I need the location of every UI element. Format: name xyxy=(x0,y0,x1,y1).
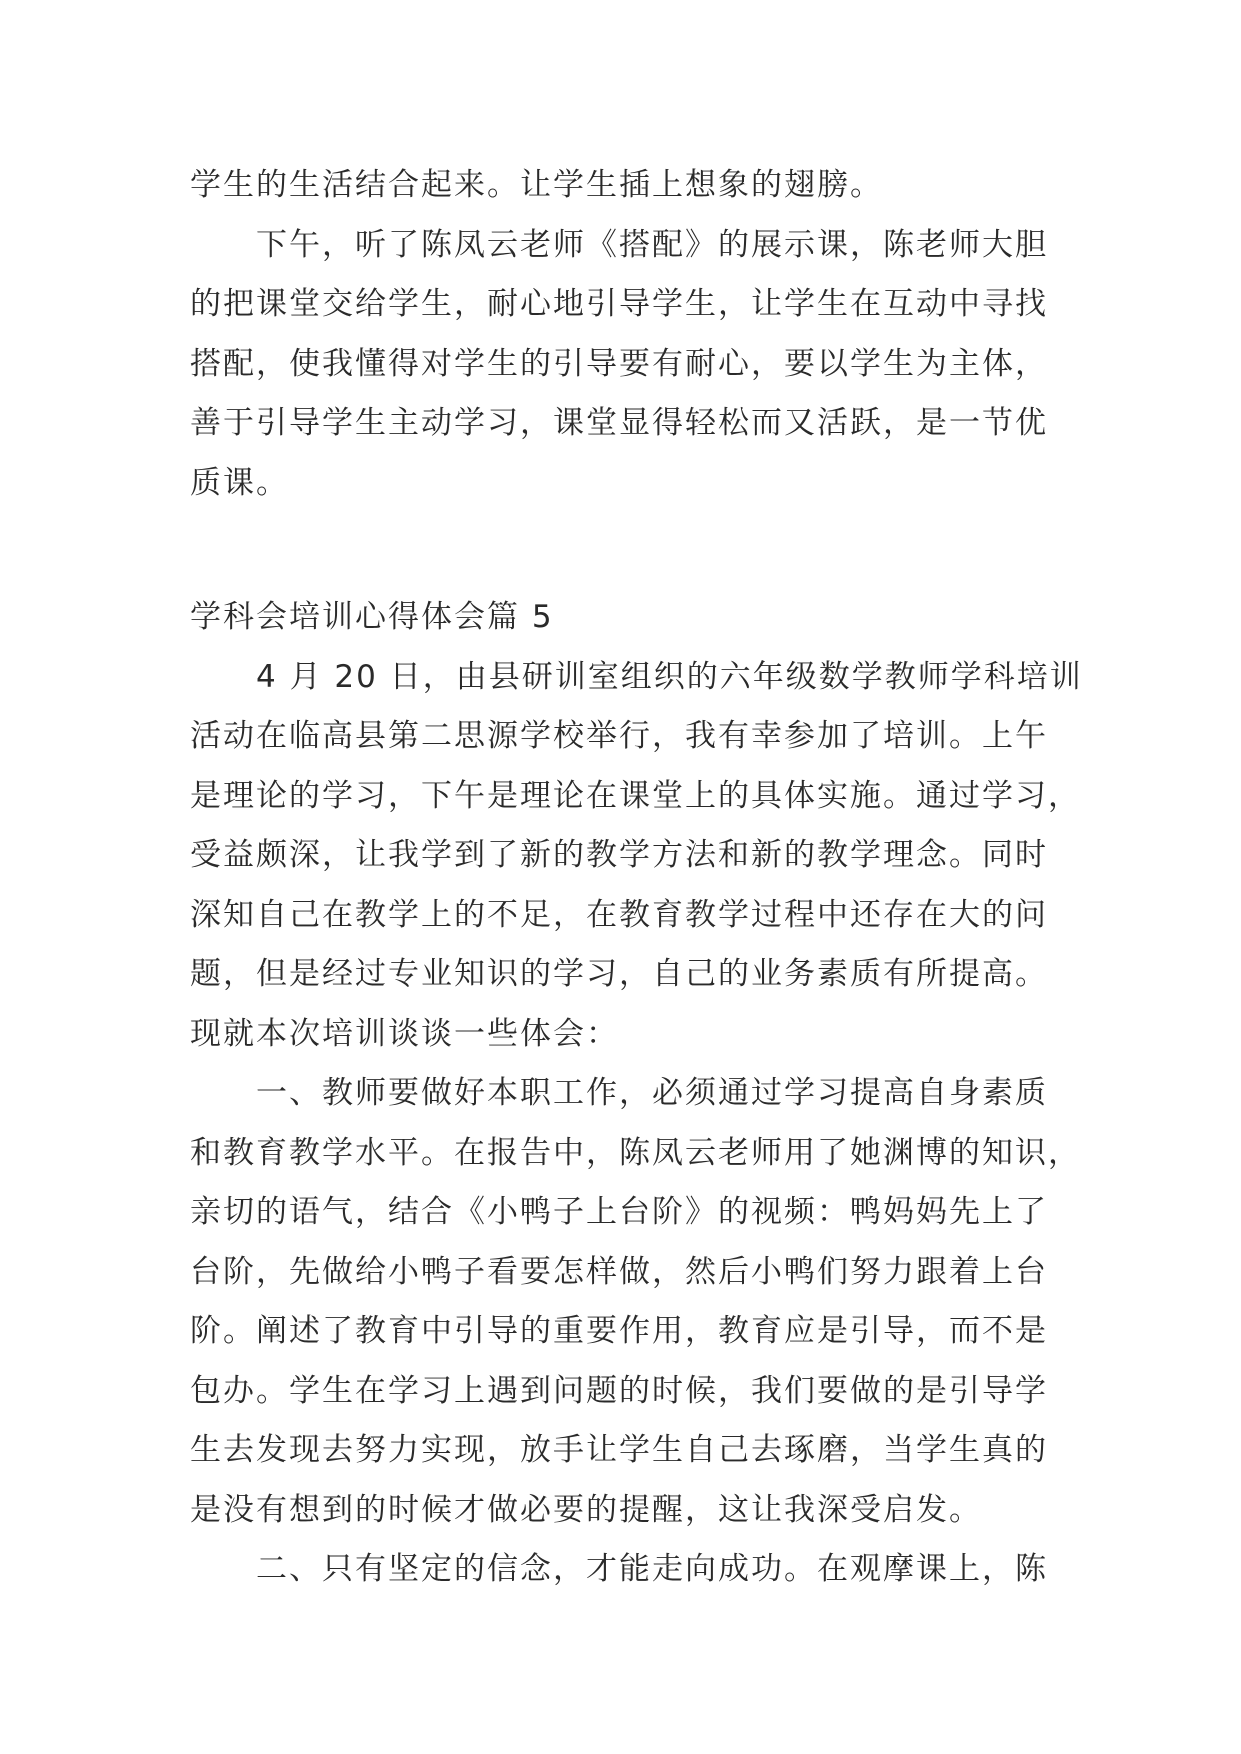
text-line: 二、只有坚定的信念，才能走向成功。在观摩课上，陈 xyxy=(256,1551,1048,1587)
paragraph-point-two xyxy=(190,1540,1070,1600)
section-heading: 学科会培训心得体会篇 5 xyxy=(190,599,554,635)
text-line: 现就本次培训谈谈一些体会： xyxy=(190,1015,619,1052)
text-line: 善于引导学生主动学习，课堂显得轻松而又活跃，是一节优 xyxy=(190,405,1048,441)
text-line: 和教育教学水平。在报告中，陈凤云老师用了她渊博的知识， xyxy=(190,1134,1081,1171)
text-line: 阶。阐述了教育中引导的重要作用，教育应是引导，而不是 xyxy=(190,1313,1048,1349)
paragraph-afternoon xyxy=(190,216,1070,514)
text-line: 包办。学生在学习上遇到问题的时候，我们要做的是引导学 xyxy=(190,1372,1048,1409)
text-line: 搭配，使我懂得对学生的引导要有耐心，要以学生为主体， xyxy=(190,345,1048,382)
text-line: 下午，听了陈凤云老师《搭配》的展示课，陈老师大胆 xyxy=(256,226,1048,263)
section-spacer xyxy=(190,513,1070,588)
text-line: 生去发现去努力实现，放手让学生自己去琢磨，当学生真的 xyxy=(190,1432,1048,1468)
text-line: 题，但是经过专业知识的学习，自己的业务素质有所提高。 xyxy=(190,956,1048,992)
text-line: 是理论的学习，下午是理论在课堂上的具体实施。通过学习， xyxy=(190,777,1081,814)
text-line: 质课。 xyxy=(190,464,289,501)
text-line: 受益颇深，让我学到了新的教学方法和新的教学理念。同时 xyxy=(190,837,1048,873)
text-line: 学生的生活结合起来。让学生插上想象的翅膀。 xyxy=(190,167,883,203)
text-line: 4 月 20 日，由县研训室组织的六年级数学教师学科培训 xyxy=(256,658,1083,695)
text-line: 的把课堂交给学生，耐心地引导学生，让学生在互动中寻找 xyxy=(190,286,1048,322)
text-line: 是没有想到的时候才做必要的提醒，这让我深受启发。 xyxy=(190,1491,982,1528)
continuation-paragraph xyxy=(190,156,1070,216)
paragraph-intro xyxy=(190,648,1083,1065)
document-body xyxy=(190,156,1083,1600)
text-line: 一、教师要做好本职工作，必须通过学习提高自身素质 xyxy=(256,1075,1048,1111)
text-line: 活动在临高县第二思源学校举行，我有幸参加了培训。上午 xyxy=(190,718,1048,754)
paragraph-point-one xyxy=(190,1064,1081,1540)
text-line: 深知自己在教学上的不足，在教育教学过程中还存在大的问 xyxy=(190,896,1048,933)
text-line: 台阶，先做给小鸭子看要怎样做，然后小鸭们努力跟着上台 xyxy=(190,1253,1048,1290)
text-line: 亲切的语气，结合《小鸭子上台阶》的视频：鸭妈妈先上了 xyxy=(190,1194,1048,1230)
